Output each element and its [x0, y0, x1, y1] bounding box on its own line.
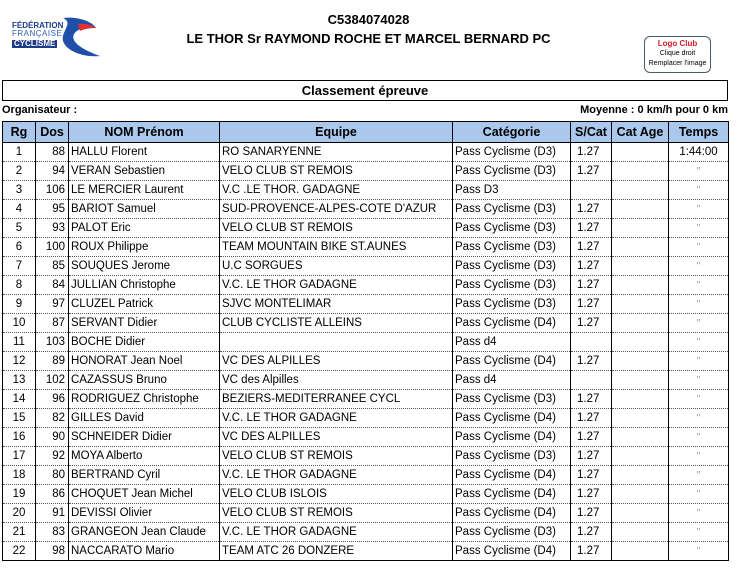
cell-categorie: Pass D3	[453, 181, 571, 200]
logo-line-2: FRANÇAISE	[12, 29, 63, 38]
cell-cat-age	[612, 504, 669, 523]
cell-cat-age	[612, 143, 669, 162]
cell-equipe: TEAM MOUNTAIN BIKE ST.AUNES	[220, 238, 453, 257]
cell-rg: 10	[3, 314, 36, 333]
club-logo-line-2: Remplacer l'image	[648, 60, 707, 67]
table-row	[3, 409, 729, 428]
cell-dos: 88	[36, 143, 69, 162]
cell-dos: 103	[36, 333, 69, 352]
cell-nom: HONORAT Jean Noel	[69, 352, 220, 371]
cell-categorie: Pass Cyclisme (D3)	[453, 276, 571, 295]
cell-categorie: Pass Cyclisme (D3)	[453, 219, 571, 238]
cell-equipe: VELO CLUB ISLOIS	[220, 485, 453, 504]
cell-scat: 1.27	[571, 219, 612, 238]
cell-dos: 82	[36, 409, 69, 428]
cell-categorie: Pass Cyclisme (D3)	[453, 238, 571, 257]
table-row	[3, 466, 729, 485]
cell-equipe: VELO CLUB ST REMOIS	[220, 219, 453, 238]
cell-temps: "	[669, 162, 729, 181]
event-code: C5384074028	[327, 12, 410, 27]
cell-nom: LE MERCIER Laurent	[69, 181, 220, 200]
cell-rg: 13	[3, 371, 36, 390]
cell-scat: 1.27	[571, 238, 612, 257]
cell-categorie: Pass Cyclisme (D3)	[453, 390, 571, 409]
cell-dos: 91	[36, 504, 69, 523]
cell-cat-age	[612, 409, 669, 428]
cell-categorie: Pass Cyclisme (D3)	[453, 523, 571, 542]
table-row	[3, 523, 729, 542]
cell-dos: 96	[36, 390, 69, 409]
table-row	[3, 219, 729, 238]
cell-nom: JULLIAN Christophe	[69, 276, 220, 295]
column-header-temps: Temps	[669, 122, 729, 143]
cell-cat-age	[612, 276, 669, 295]
cell-dos: 80	[36, 466, 69, 485]
cell-temps: "	[669, 333, 729, 352]
cell-nom: SOUQUES Jerome	[69, 257, 220, 276]
cell-categorie: Pass Cyclisme (D3)	[453, 162, 571, 181]
cell-equipe: VC DES ALPILLES	[220, 352, 453, 371]
cell-rg: 1	[3, 143, 36, 162]
cell-nom: CHOQUET Jean Michel	[69, 485, 220, 504]
cell-temps: "	[669, 352, 729, 371]
cell-dos: 98	[36, 542, 69, 561]
cell-scat: 1.27	[571, 466, 612, 485]
logo-line-3: CYCLISME	[14, 39, 56, 48]
cell-scat: 1.27	[571, 276, 612, 295]
cell-cat-age	[612, 485, 669, 504]
cell-nom: BERTRAND Cyril	[69, 466, 220, 485]
cell-cat-age	[612, 200, 669, 219]
column-header-cat-age: Cat Age	[612, 122, 669, 143]
cell-nom: GILLES David	[69, 409, 220, 428]
cell-rg: 12	[3, 352, 36, 371]
section-title: Classement épreuve	[2, 80, 728, 101]
cell-dos: 97	[36, 295, 69, 314]
cell-scat: 1.27	[571, 257, 612, 276]
table-row	[3, 162, 729, 181]
cell-scat: 1.27	[571, 447, 612, 466]
cell-categorie: Pass Cyclisme (D4)	[453, 428, 571, 447]
cell-equipe: RO SANARYENNE	[220, 143, 453, 162]
cell-equipe: VC DES ALPILLES	[220, 428, 453, 447]
cell-rg: 3	[3, 181, 36, 200]
cell-equipe: V.C. LE THOR GADAGNE	[220, 409, 453, 428]
cell-scat: 1.27	[571, 162, 612, 181]
table-row	[3, 390, 729, 409]
cell-categorie: Pass Cyclisme (D3)	[453, 295, 571, 314]
table-row	[3, 447, 729, 466]
cell-scat	[571, 181, 612, 200]
cell-nom: CLUZEL Patrick	[69, 295, 220, 314]
cell-categorie: Pass Cyclisme (D3)	[453, 257, 571, 276]
cell-temps: "	[669, 542, 729, 561]
table-header-row	[3, 122, 729, 143]
cell-temps: "	[669, 276, 729, 295]
cell-dos: 95	[36, 200, 69, 219]
results-table	[2, 121, 729, 561]
cell-scat: 1.27	[571, 504, 612, 523]
cell-temps: "	[669, 314, 729, 333]
cell-equipe: V.C .LE THOR. GADAGNE	[220, 181, 453, 200]
cell-scat: 1.27	[571, 200, 612, 219]
table-row	[3, 257, 729, 276]
cell-temps: "	[669, 295, 729, 314]
cell-temps: "	[669, 219, 729, 238]
cell-nom: NACCARATO Mario	[69, 542, 220, 561]
table-row	[3, 314, 729, 333]
table-row	[3, 485, 729, 504]
cell-categorie: Pass d4	[453, 333, 571, 352]
cell-cat-age	[612, 466, 669, 485]
cell-equipe: V.C. LE THOR GADAGNE	[220, 523, 453, 542]
cell-rg: 8	[3, 276, 36, 295]
cell-temps: "	[669, 200, 729, 219]
cell-nom: DEVISSI Olivier	[69, 504, 220, 523]
cell-equipe: BEZIERS-MEDITERRANEE CYCL	[220, 390, 453, 409]
cell-scat: 1.27	[571, 542, 612, 561]
cell-temps: 1:44:00	[669, 143, 729, 162]
cell-rg: 17	[3, 447, 36, 466]
club-logo-title: Logo Club	[657, 39, 698, 48]
cell-dos: 106	[36, 181, 69, 200]
cell-equipe: VC des Alpilles	[220, 371, 453, 390]
cell-cat-age	[612, 523, 669, 542]
column-header-nom: NOM Prénom	[69, 122, 220, 143]
cell-temps: "	[669, 181, 729, 200]
cell-dos: 93	[36, 219, 69, 238]
cell-cat-age	[612, 447, 669, 466]
cell-equipe: U.C SORGUES	[220, 257, 453, 276]
event-title: LE THOR Sr RAYMOND ROCHE ET MARCEL BERNARD PC	[186, 31, 551, 46]
cell-categorie: Pass Cyclisme (D4)	[453, 314, 571, 333]
cell-rg: 14	[3, 390, 36, 409]
table-row	[3, 371, 729, 390]
cell-temps: "	[669, 428, 729, 447]
cell-temps: "	[669, 523, 729, 542]
table-row	[3, 238, 729, 257]
table-row	[3, 200, 729, 219]
cell-nom: SERVANT Didier	[69, 314, 220, 333]
cell-dos: 89	[36, 352, 69, 371]
cell-equipe: V.C. LE THOR GADAGNE	[220, 466, 453, 485]
table-row	[3, 428, 729, 447]
cell-temps: "	[669, 447, 729, 466]
moyenne-label: Moyenne : 0 km/h pour 0 km	[580, 104, 728, 116]
cell-equipe: TEAM ATC 26 DONZERE	[220, 542, 453, 561]
cell-rg: 9	[3, 295, 36, 314]
column-header-scat: S/Cat	[571, 122, 612, 143]
cell-dos: 83	[36, 523, 69, 542]
cell-rg: 19	[3, 485, 36, 504]
cell-categorie: Pass Cyclisme (D4)	[453, 466, 571, 485]
cell-temps: "	[669, 409, 729, 428]
cell-nom: MOYA Alberto	[69, 447, 220, 466]
cell-categorie: Pass Cyclisme (D4)	[453, 485, 571, 504]
club-logo-placeholder[interactable]	[644, 36, 711, 73]
cell-temps: "	[669, 238, 729, 257]
cell-scat: 1.27	[571, 314, 612, 333]
table-row	[3, 181, 729, 200]
cell-scat: 1.27	[571, 485, 612, 504]
cell-nom: CAZASSUS Bruno	[69, 371, 220, 390]
cell-cat-age	[612, 162, 669, 181]
cell-cat-age	[612, 257, 669, 276]
cell-rg: 15	[3, 409, 36, 428]
cell-dos: 86	[36, 485, 69, 504]
cell-rg: 2	[3, 162, 36, 181]
cell-rg: 4	[3, 200, 36, 219]
cell-categorie: Pass Cyclisme (D3)	[453, 200, 571, 219]
cell-nom: RODRIGUEZ Christophe	[69, 390, 220, 409]
cell-rg: 6	[3, 238, 36, 257]
cell-equipe: VELO CLUB ST REMOIS	[220, 162, 453, 181]
cell-scat: 1.27	[571, 143, 612, 162]
table-row	[3, 542, 729, 561]
table-row	[3, 504, 729, 523]
cell-categorie: Pass Cyclisme (D3)	[453, 143, 571, 162]
table-row	[3, 333, 729, 352]
cell-cat-age	[612, 295, 669, 314]
cell-categorie: Pass d4	[453, 371, 571, 390]
cell-scat: 1.27	[571, 523, 612, 542]
cell-dos: 102	[36, 371, 69, 390]
cell-cat-age	[612, 428, 669, 447]
cell-cat-age	[612, 542, 669, 561]
cell-dos: 94	[36, 162, 69, 181]
cell-nom: ROUX Philippe	[69, 238, 220, 257]
cell-nom: PALOT Eric	[69, 219, 220, 238]
cell-nom: HALLU Florent	[69, 143, 220, 162]
cell-temps: "	[669, 466, 729, 485]
cell-rg: 21	[3, 523, 36, 542]
cell-dos: 84	[36, 276, 69, 295]
cell-cat-age	[612, 314, 669, 333]
cell-categorie: Pass Cyclisme (D4)	[453, 504, 571, 523]
cell-scat	[571, 371, 612, 390]
table-row	[3, 295, 729, 314]
cell-rg: 7	[3, 257, 36, 276]
cell-rg: 5	[3, 219, 36, 238]
cell-nom: BARIOT Samuel	[69, 200, 220, 219]
cell-categorie: Pass Cyclisme (D4)	[453, 352, 571, 371]
cell-cat-age	[612, 390, 669, 409]
cell-equipe: VELO CLUB ST REMOIS	[220, 447, 453, 466]
cell-scat: 1.27	[571, 409, 612, 428]
logo-line-1: FÉDÉRATION	[12, 21, 64, 30]
table-row	[3, 352, 729, 371]
cell-cat-age	[612, 219, 669, 238]
table-row	[3, 143, 729, 162]
cell-dos: 85	[36, 257, 69, 276]
cell-dos: 100	[36, 238, 69, 257]
cell-rg: 18	[3, 466, 36, 485]
cell-scat	[571, 333, 612, 352]
cell-cat-age	[612, 333, 669, 352]
cell-equipe: CLUB CYCLISTE ALLEINS	[220, 314, 453, 333]
cell-temps: "	[669, 485, 729, 504]
cell-temps: "	[669, 390, 729, 409]
cell-rg: 22	[3, 542, 36, 561]
cell-temps: "	[669, 257, 729, 276]
cell-cat-age	[612, 352, 669, 371]
cell-categorie: Pass Cyclisme (D4)	[453, 409, 571, 428]
cell-nom: SCHNEIDER Didier	[69, 428, 220, 447]
column-header-categorie: Catégorie	[453, 122, 571, 143]
cell-temps: "	[669, 504, 729, 523]
column-header-rg: Rg	[3, 122, 36, 143]
table-row	[3, 276, 729, 295]
cell-categorie: Pass Cyclisme (D4)	[453, 542, 571, 561]
cell-cat-age	[612, 371, 669, 390]
table-body	[3, 143, 729, 561]
cell-equipe	[220, 333, 453, 352]
cell-scat: 1.27	[571, 295, 612, 314]
cell-cat-age	[612, 238, 669, 257]
cell-rg: 16	[3, 428, 36, 447]
organisateur-label: Organisateur :	[2, 104, 78, 116]
cell-equipe: SJVC MONTELIMAR	[220, 295, 453, 314]
cell-equipe: VELO CLUB ST REMOIS	[220, 504, 453, 523]
column-header-dos: Dos	[36, 122, 69, 143]
cell-equipe: SUD-PROVENCE-ALPES-COTE D'AZUR	[220, 200, 453, 219]
cell-dos: 92	[36, 447, 69, 466]
cell-scat: 1.27	[571, 390, 612, 409]
cell-dos: 87	[36, 314, 69, 333]
cell-nom: VERAN Sebastien	[69, 162, 220, 181]
cell-cat-age	[612, 181, 669, 200]
cell-rg: 20	[3, 504, 36, 523]
cell-nom: GRANGEON Jean Claude	[69, 523, 220, 542]
column-header-equipe: Equipe	[220, 122, 453, 143]
club-logo-line-1: Clique droit	[659, 50, 696, 57]
cell-scat: 1.27	[571, 428, 612, 447]
cell-scat: 1.27	[571, 352, 612, 371]
cell-categorie: Pass Cyclisme (D3)	[453, 447, 571, 466]
cell-rg: 11	[3, 333, 36, 352]
cell-nom: BOCHE Didier	[69, 333, 220, 352]
cell-temps: "	[669, 371, 729, 390]
cell-equipe: V.C. LE THOR GADAGNE	[220, 276, 453, 295]
cell-dos: 90	[36, 428, 69, 447]
